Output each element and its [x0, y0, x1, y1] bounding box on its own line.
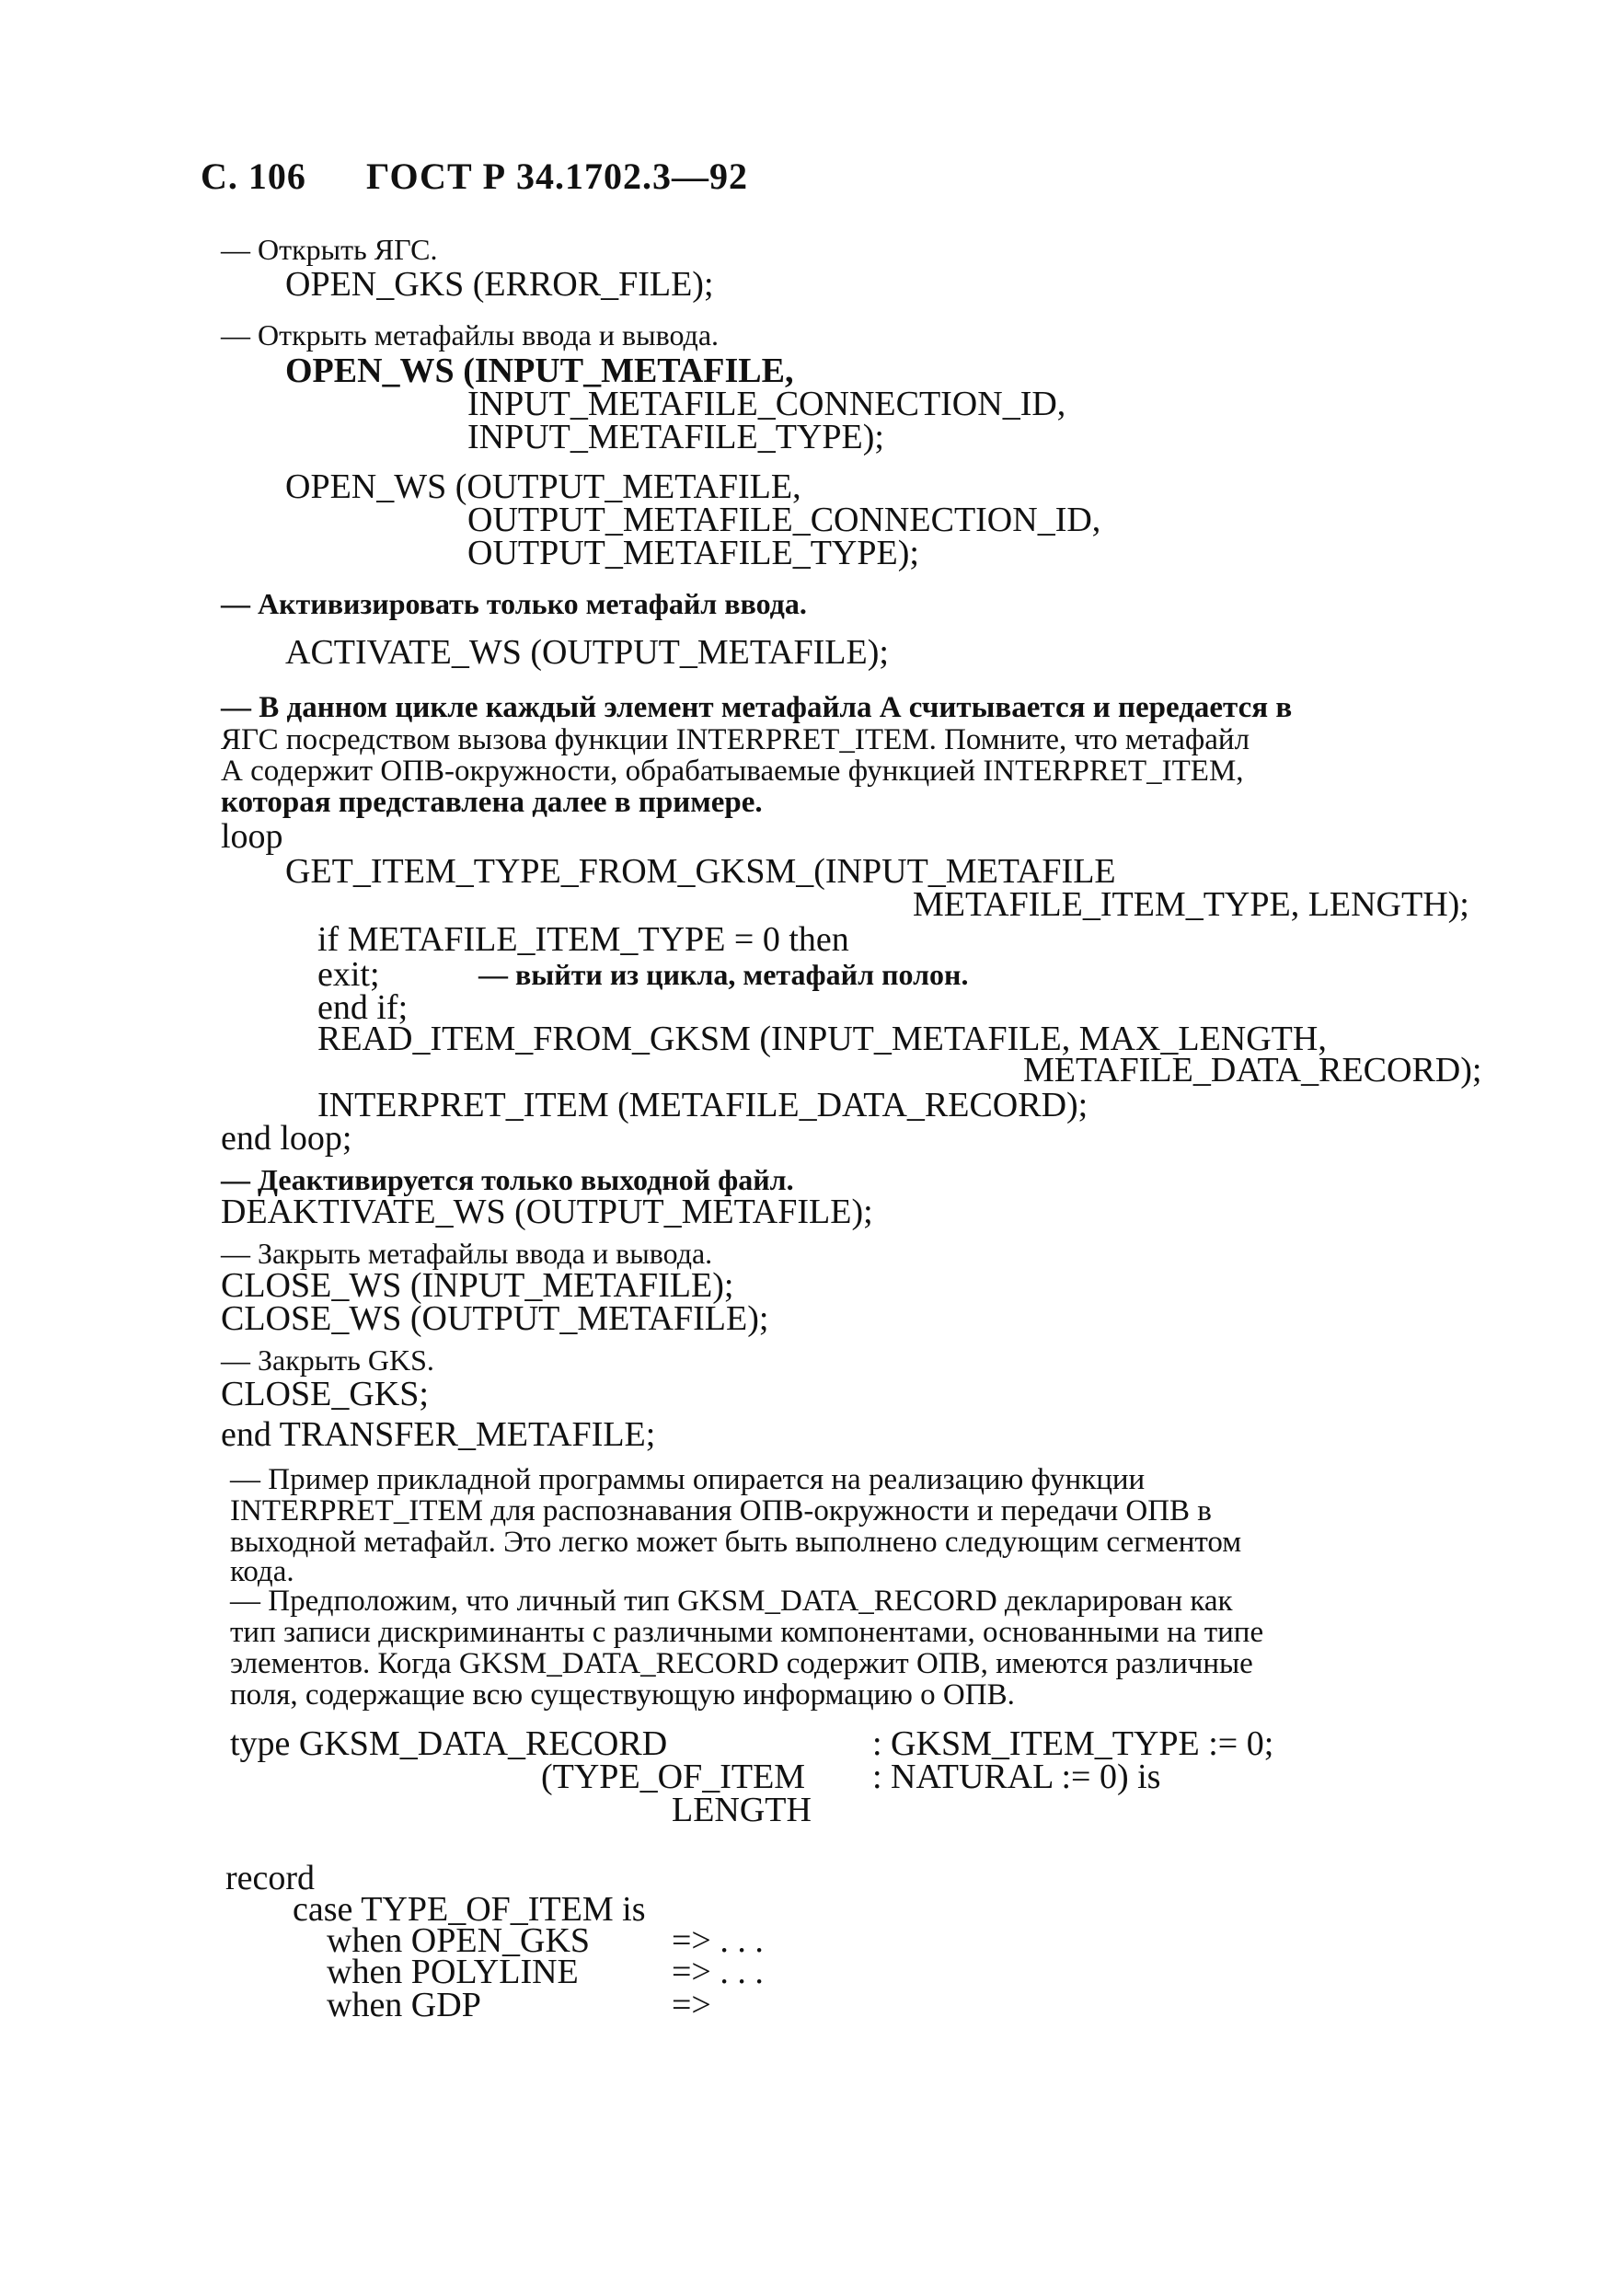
code-line: when OPEN_GKS [327, 1921, 591, 1960]
paragraph-line: тип записи дискриминанты с различными компонентами, основанными на типе [230, 1616, 1264, 1649]
code-line: record [225, 1859, 316, 1897]
code-line: : NATURAL := 0) is [872, 1758, 1161, 1796]
code-line: OPEN_GKS (ERROR_FILE); [285, 265, 714, 304]
comment-line: — Активизировать только метафайл ввода. [221, 587, 807, 620]
comment-line: — Закрыть метафайлы ввода и вывода. [221, 1237, 713, 1270]
paragraph-line: поля, содержащие всю существующую информацию о ОПВ. [230, 1678, 1015, 1712]
paragraph-line: А содержит ОПВ-окружности, обрабатываемые функцией INTERPRET_ITEM, [221, 755, 1244, 788]
paragraph-line: — Предположим, что личный тип GKSM_DATA_RECORD декларирован как [230, 1585, 1233, 1618]
code-line: if METAFILE_ITEM_TYPE = 0 then [317, 920, 849, 959]
comment-line: — Открыть ЯГС. [221, 233, 438, 266]
code-line: GET_ITEM_TYPE_FROM_GKSM_(INPUT_METAFILE [285, 852, 1116, 891]
comment-line: — Деактивируется только выходной файл. [221, 1163, 794, 1196]
code-line: loop [221, 817, 283, 856]
page-number: С. 106 [201, 156, 306, 197]
code-line: OPEN_WS (OUTPUT_METAFILE, [285, 467, 801, 506]
code-line: end TRANSFER_METAFILE; [221, 1415, 656, 1454]
code-line: CLOSE_WS (OUTPUT_METAFILE); [221, 1299, 769, 1338]
code-line: when POLYLINE [327, 1953, 579, 1991]
code-line: INPUT_METAFILE_CONNECTION_ID, [467, 385, 1066, 423]
paragraph-line: ЯГС посредством вызова функции INTERPRET_ITEM. Помните, что метафайл [221, 723, 1250, 756]
paragraph-line: — Пример прикладной программы опирается на реализацию функции [230, 1463, 1146, 1496]
standard-title: ГОСТ Р 34.1702.3—92 [366, 156, 749, 197]
comment-line: — Закрыть GKS. [221, 1343, 434, 1377]
paragraph-line: элементов. Когда GKSM_DATA_RECORD содержит ОПВ, имеются различные [230, 1647, 1253, 1680]
code-line: end loop; [221, 1119, 352, 1158]
paragraph-line: которая представлена далее в примере. [221, 786, 763, 819]
code-line: when GDP [327, 1986, 481, 2024]
code-line: OPEN_WS (INPUT_METAFILE, [285, 352, 794, 390]
code-line: => . . . [672, 1953, 764, 1991]
code-line: METAFILE_DATA_RECORD); [1023, 1051, 1482, 1089]
code-line: DEAKTIVATE_WS (OUTPUT_METAFILE); [221, 1193, 873, 1231]
code-line: LENGTH [672, 1791, 812, 1829]
paragraph-line: кода. [230, 1555, 294, 1588]
comment-line: — выйти из цикла, метафайл полон. [478, 958, 969, 991]
code-line: end if; [317, 988, 409, 1027]
code-line: CLOSE_WS (INPUT_METAFILE); [221, 1266, 734, 1305]
code-line: case TYPE_OF_ITEM is [293, 1890, 646, 1929]
code-line: READ_ITEM_FROM_GKSM (INPUT_METAFILE, MAX_LENGTH, [317, 1020, 1327, 1058]
paragraph-line: INTERPRET_ITEM для распознавания ОПВ-окружности и передачи ОПВ в [230, 1494, 1212, 1527]
code-line: OUTPUT_METAFILE_TYPE); [467, 534, 919, 572]
code-line: type GKSM_DATA_RECORD [230, 1724, 668, 1763]
code-line: ACTIVATE_WS (OUTPUT_METAFILE); [285, 633, 889, 672]
code-line: : GKSM_ITEM_TYPE := 0; [872, 1724, 1274, 1763]
paragraph-line: — В данном цикле каждый элемент метафайла А считывается и передается в [221, 691, 1293, 724]
code-line: => [672, 1986, 711, 2024]
code-line: OUTPUT_METAFILE_CONNECTION_ID, [467, 501, 1101, 539]
code-line: exit; [317, 955, 380, 994]
code-line: INPUT_METAFILE_TYPE); [467, 418, 884, 456]
comment-line: — Открыть метафайлы ввода и вывода. [221, 318, 720, 352]
code-line: CLOSE_GKS; [221, 1375, 429, 1413]
paragraph-line: выходной метафайл. Это легко может быть выполнено следующим сегментом [230, 1526, 1242, 1559]
code-line: METAFILE_ITEM_TYPE, LENGTH); [913, 885, 1469, 924]
code-line: => . . . [672, 1921, 764, 1960]
code-line: (TYPE_OF_ITEM [541, 1758, 806, 1796]
code-line: INTERPRET_ITEM (METAFILE_DATA_RECORD); [317, 1086, 1088, 1124]
